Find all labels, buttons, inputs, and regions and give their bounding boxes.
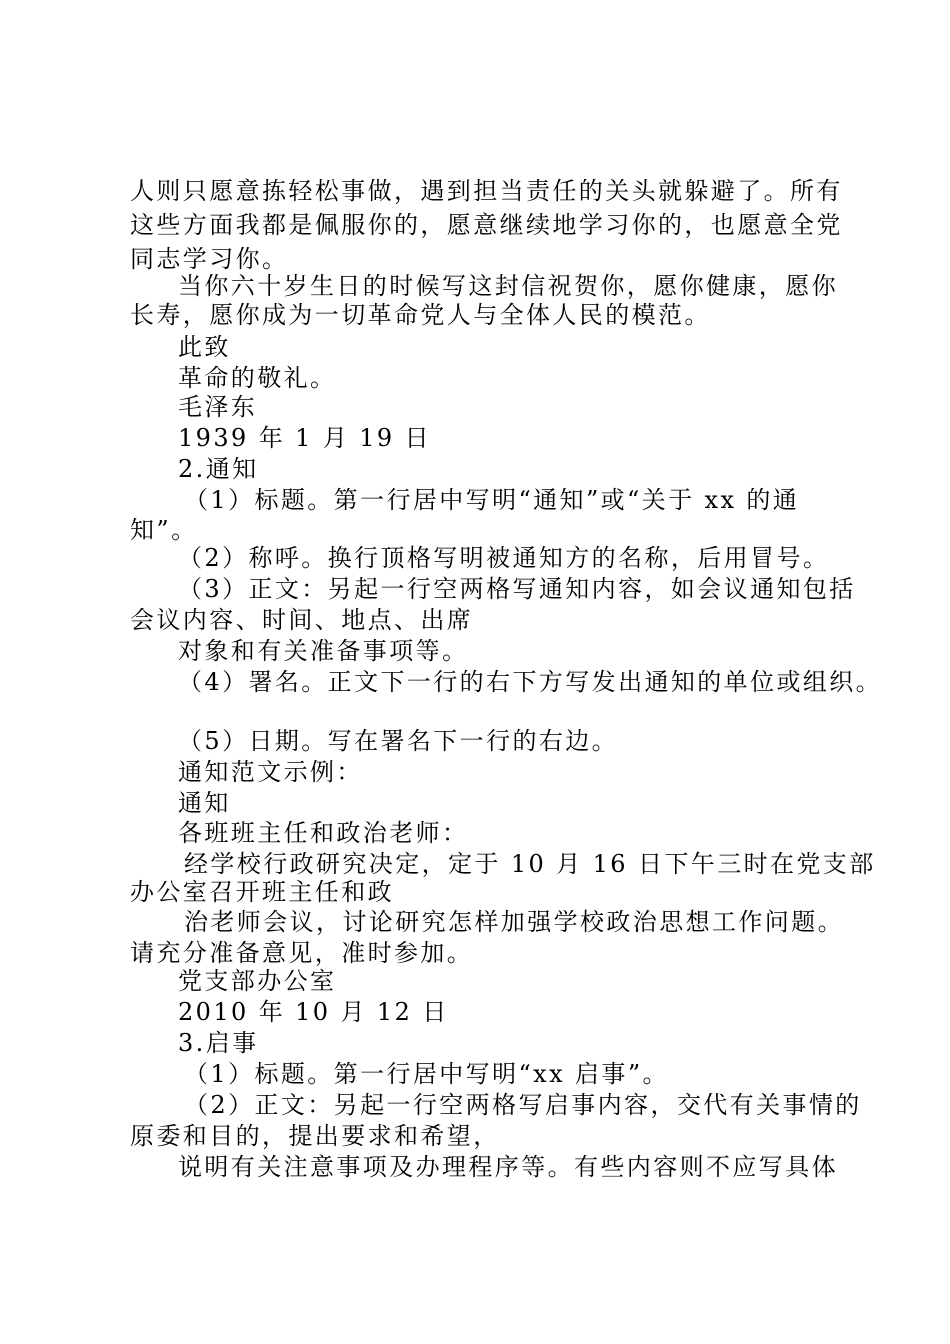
text-line: （1）标题。第一行居中写明“通知”或“关于 xx 的通 — [184, 486, 800, 514]
text-line: 会议内容、时间、地点、出席 — [130, 606, 474, 634]
text-line: （4）署名。正文下一行的右下方写发出通知的单位或组织。 — [178, 668, 883, 696]
text-line: 经学校行政研究决定，定于 10 月 16 日下午三时在党支部 — [184, 850, 876, 878]
text-line: （3）正文：另起一行空两格写通知内容，如会议通知包括 — [178, 575, 856, 603]
text-line: 治老师会议，讨论研究怎样加强学校政治思想工作问题。 — [184, 908, 844, 936]
text-line: 办公室召开班主任和政 — [130, 878, 394, 906]
text-line: 1939 年 1 月 19 日 — [178, 424, 432, 452]
text-line: 革命的敬礼。 — [178, 364, 337, 392]
section-heading: 2.通知 — [178, 455, 259, 483]
text-line: 此致 — [178, 333, 231, 361]
text-line: 各班班主任和政治老师： — [178, 819, 469, 847]
text-line: 2010 年 10 月 12 日 — [178, 998, 449, 1026]
text-line: 人则只愿意拣轻松事做，遇到担当责任的关头就躲避了。所有 — [130, 177, 843, 205]
section-heading: 3.启事 — [178, 1029, 259, 1057]
text-line: 说明有关注意事项及办理程序等。有些内容则不应写具体 — [178, 1153, 838, 1181]
text-line: 通知范文示例： — [178, 758, 363, 786]
text-line: 知”。 — [130, 516, 198, 544]
text-line: 毛泽东 — [178, 393, 258, 421]
text-line: 通知 — [178, 789, 231, 817]
text-line: 请充分准备意见，准时参加。 — [130, 939, 474, 967]
text-line: 长寿，愿你成为一切革命党人与全体人民的模范。 — [130, 301, 711, 329]
text-line: （2）称呼。换行顶格写明被通知方的名称，后用冒号。 — [178, 544, 830, 572]
text-line: （2）正文：另起一行空两格写启事内容，交代有关事情的 — [184, 1091, 862, 1119]
text-line: 党支部办公室 — [178, 967, 337, 995]
text-line: 同志学习你。 — [130, 245, 289, 273]
text-line: 原委和目的，提出要求和希望， — [130, 1122, 500, 1150]
text-line: 对象和有关准备事项等。 — [178, 637, 469, 665]
text-line: 当你六十岁生日的时候写这封信祝贺你，愿你健康，愿你 — [178, 272, 838, 300]
text-line: （5）日期。写在署名下一行的右边。 — [178, 727, 619, 755]
text-line: 这些方面我都是佩服你的，愿意继续地学习你的，也愿意全党 — [130, 211, 843, 239]
text-line: （1）标题。第一行居中写明“xx 启事”。 — [184, 1060, 669, 1088]
